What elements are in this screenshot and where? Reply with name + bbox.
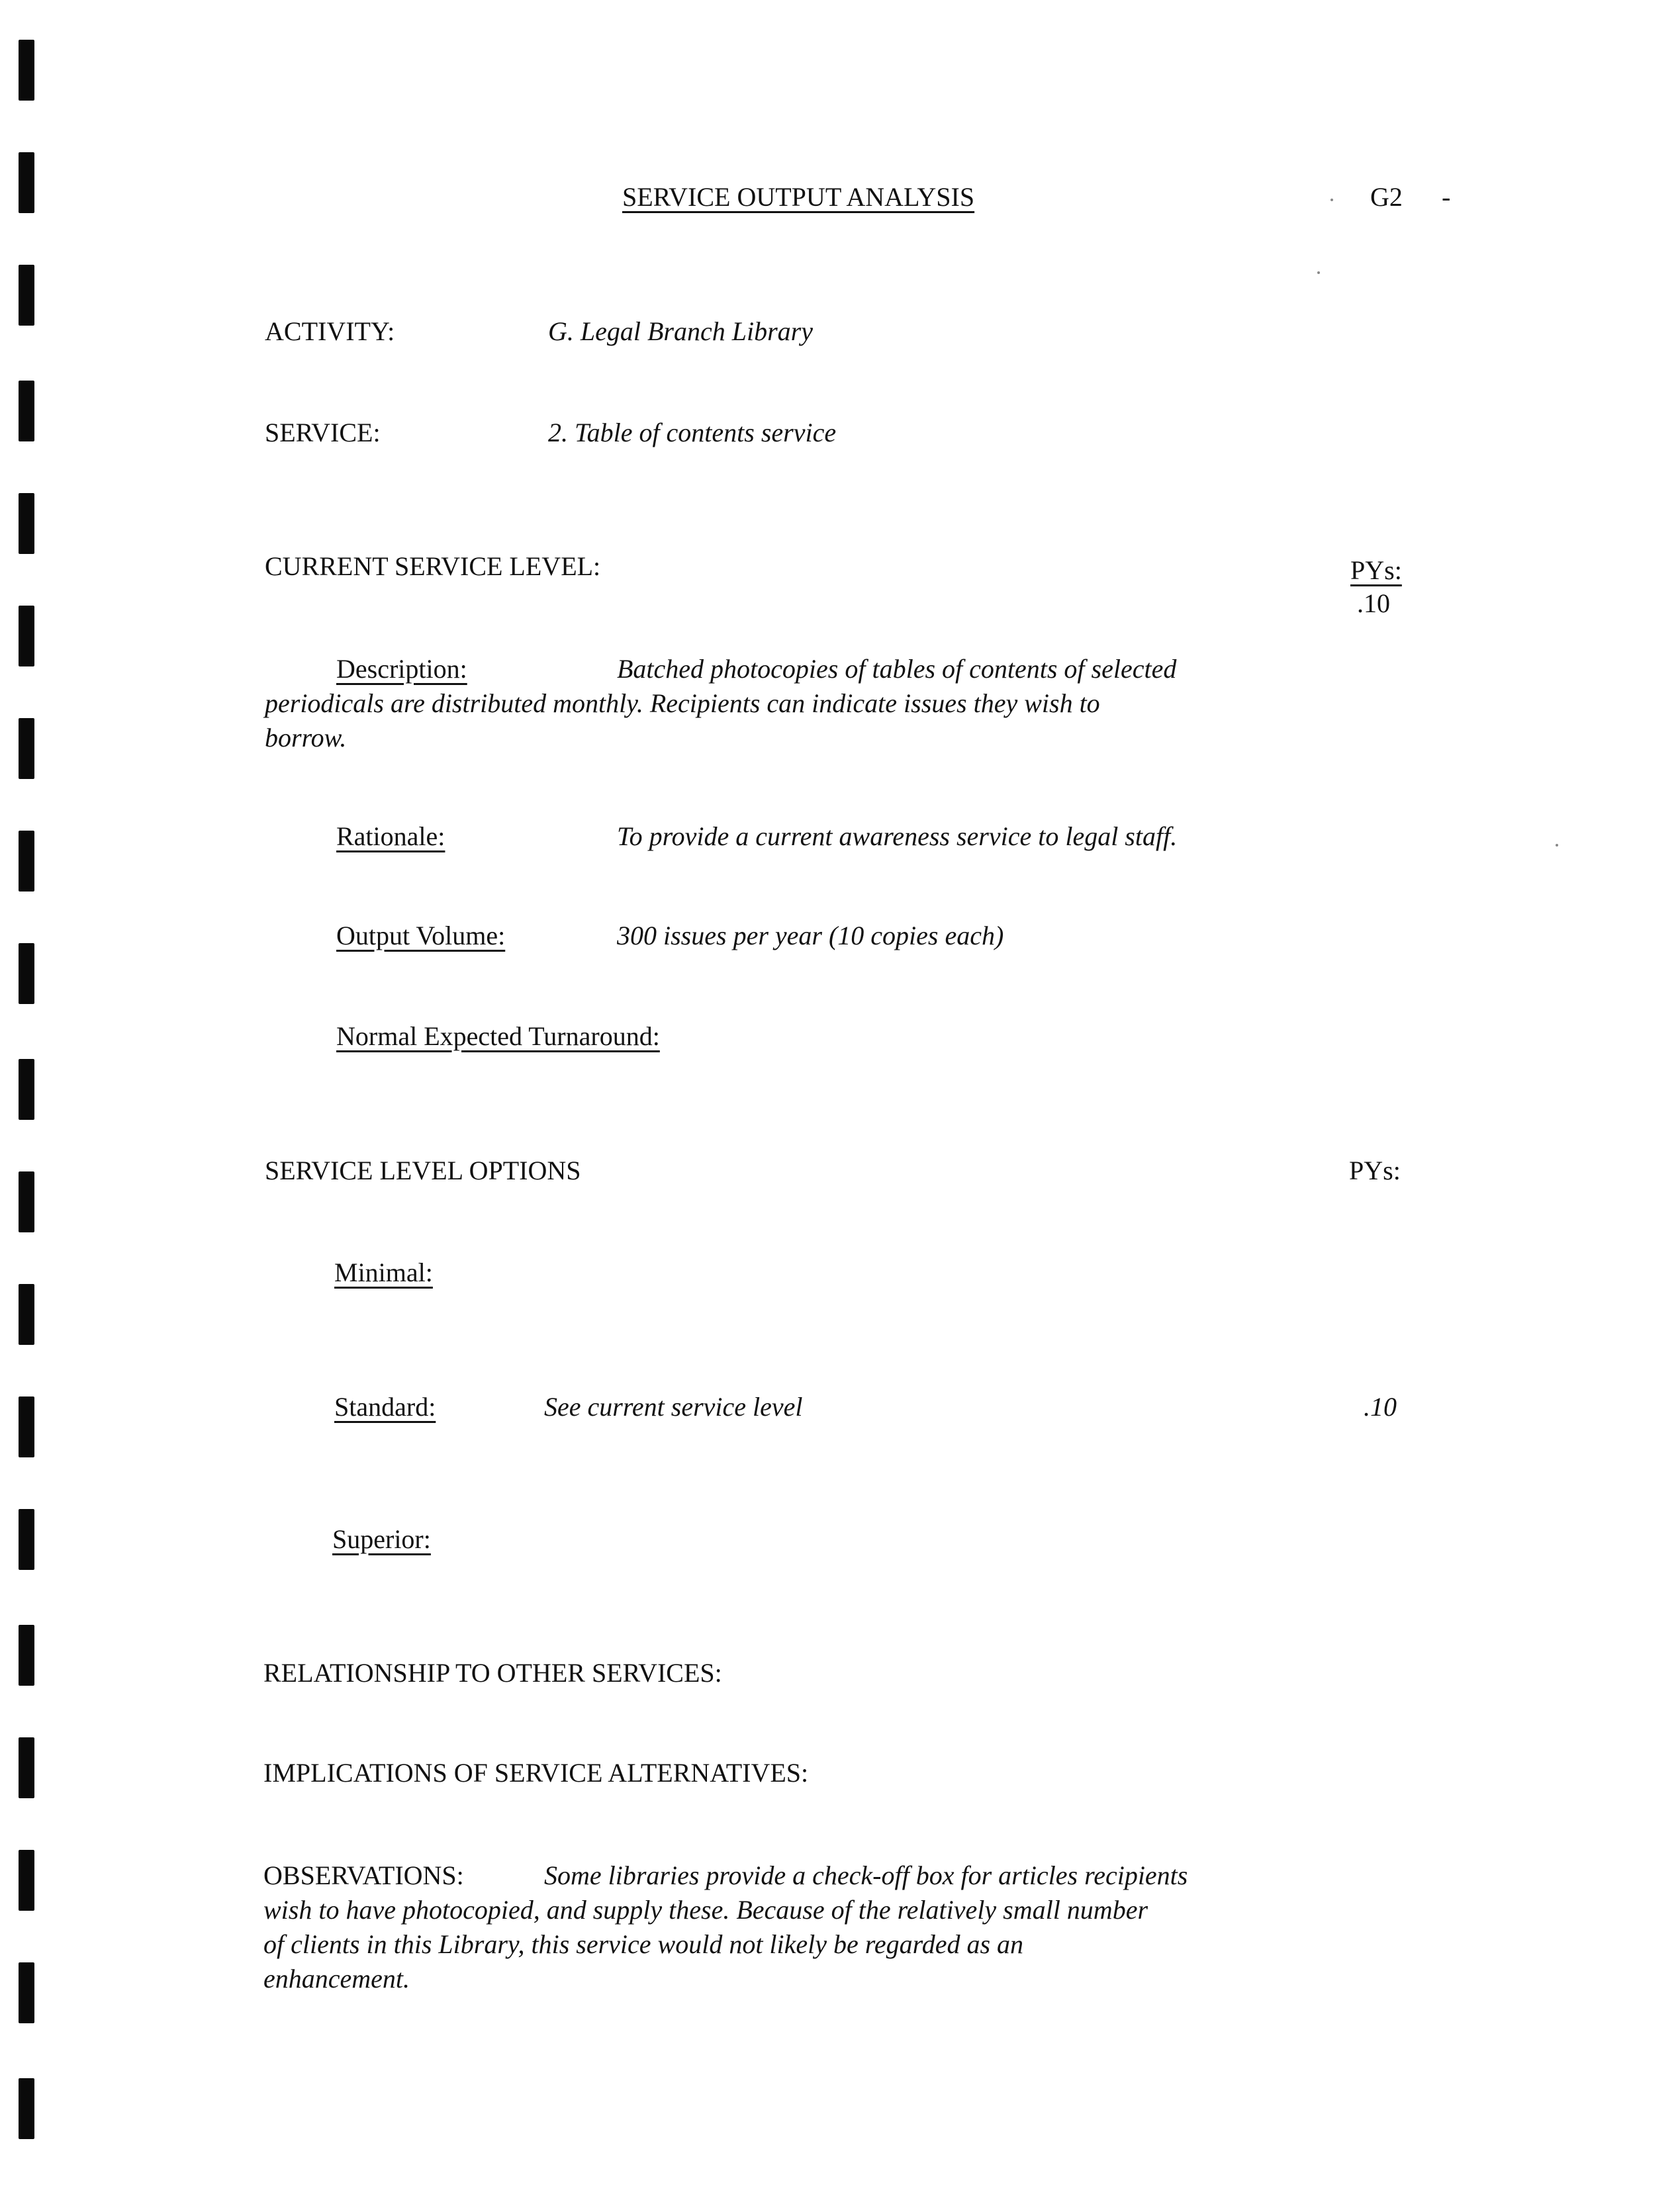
binder-mark xyxy=(19,943,34,1004)
service-value: 2. Table of contents service xyxy=(548,418,837,447)
binder-mark xyxy=(19,152,34,213)
observations-line-3: of clients in this Library, this service would not likely be regarded as an xyxy=(263,1929,1024,1959)
observations-line-1: Some libraries provide a check-off box for articles recipients xyxy=(544,1860,1188,1890)
binder-mark xyxy=(19,1284,34,1345)
current-pys-value: .10 xyxy=(1357,588,1390,618)
binder-mark xyxy=(19,831,34,892)
standard-value: See current service level xyxy=(544,1392,803,1422)
relationship-heading: RELATIONSHIP TO OTHER SERVICES: xyxy=(263,1658,722,1688)
activity-value: G. Legal Branch Library xyxy=(548,316,813,346)
page-title: SERVICE OUTPUT ANALYSIS xyxy=(622,182,975,212)
superior-label: Superior: xyxy=(332,1524,431,1554)
service-level-options-heading: SERVICE LEVEL OPTIONS xyxy=(265,1156,581,1185)
binder-mark xyxy=(19,265,34,326)
activity-label: ACTIVITY: xyxy=(265,316,395,346)
standard-pys: .10 xyxy=(1364,1392,1397,1422)
scan-speck xyxy=(1330,199,1333,201)
scan-speck xyxy=(1556,844,1558,847)
turnaround-label: Normal Expected Turnaround: xyxy=(336,1021,660,1051)
minimal-label: Minimal: xyxy=(334,1258,433,1287)
binder-mark xyxy=(19,381,34,441)
current-pys-label: PYs: xyxy=(1350,555,1402,585)
description-label: Description: xyxy=(336,654,467,684)
binder-mark xyxy=(19,2078,34,2139)
page-code-dash: - xyxy=(1442,182,1451,212)
binder-mark xyxy=(19,718,34,779)
binder-mark xyxy=(19,1737,34,1798)
page-code: G2 xyxy=(1370,182,1403,212)
binder-mark xyxy=(19,1850,34,1911)
observations-label: OBSERVATIONS: xyxy=(263,1860,464,1890)
binder-mark xyxy=(19,1171,34,1232)
description-line-3: borrow. xyxy=(265,723,347,753)
description-line-2: periodicals are distributed monthly. Recipients can indicate issues they wish to xyxy=(265,688,1100,718)
output-volume-value: 300 issues per year (10 copies each) xyxy=(617,921,1004,950)
output-volume-label: Output Volume: xyxy=(336,921,506,950)
current-service-level-heading: CURRENT SERVICE LEVEL: xyxy=(265,551,601,581)
description-line-1: Batched photocopies of tables of contents of selected xyxy=(617,654,1177,684)
binder-mark xyxy=(19,1962,34,2023)
binder-mark xyxy=(19,493,34,554)
service-label: SERVICE: xyxy=(265,418,381,447)
options-pys-label: PYs: xyxy=(1349,1156,1401,1185)
binder-mark xyxy=(19,1625,34,1686)
binder-mark xyxy=(19,1397,34,1457)
binder-mark xyxy=(19,1059,34,1120)
binder-mark xyxy=(19,40,34,101)
implications-heading: IMPLICATIONS OF SERVICE ALTERNATIVES: xyxy=(263,1758,809,1788)
observations-line-2: wish to have photocopied, and supply these. Because of the relatively small number xyxy=(263,1895,1148,1925)
rationale-value: To provide a current awareness service to legal staff. xyxy=(617,821,1178,851)
rationale-label: Rationale: xyxy=(336,821,445,851)
binder-mark xyxy=(19,606,34,666)
scan-speck xyxy=(1317,271,1320,274)
binder-mark xyxy=(19,1509,34,1570)
observations-line-4: enhancement. xyxy=(263,1964,410,1993)
standard-label: Standard: xyxy=(334,1392,436,1422)
